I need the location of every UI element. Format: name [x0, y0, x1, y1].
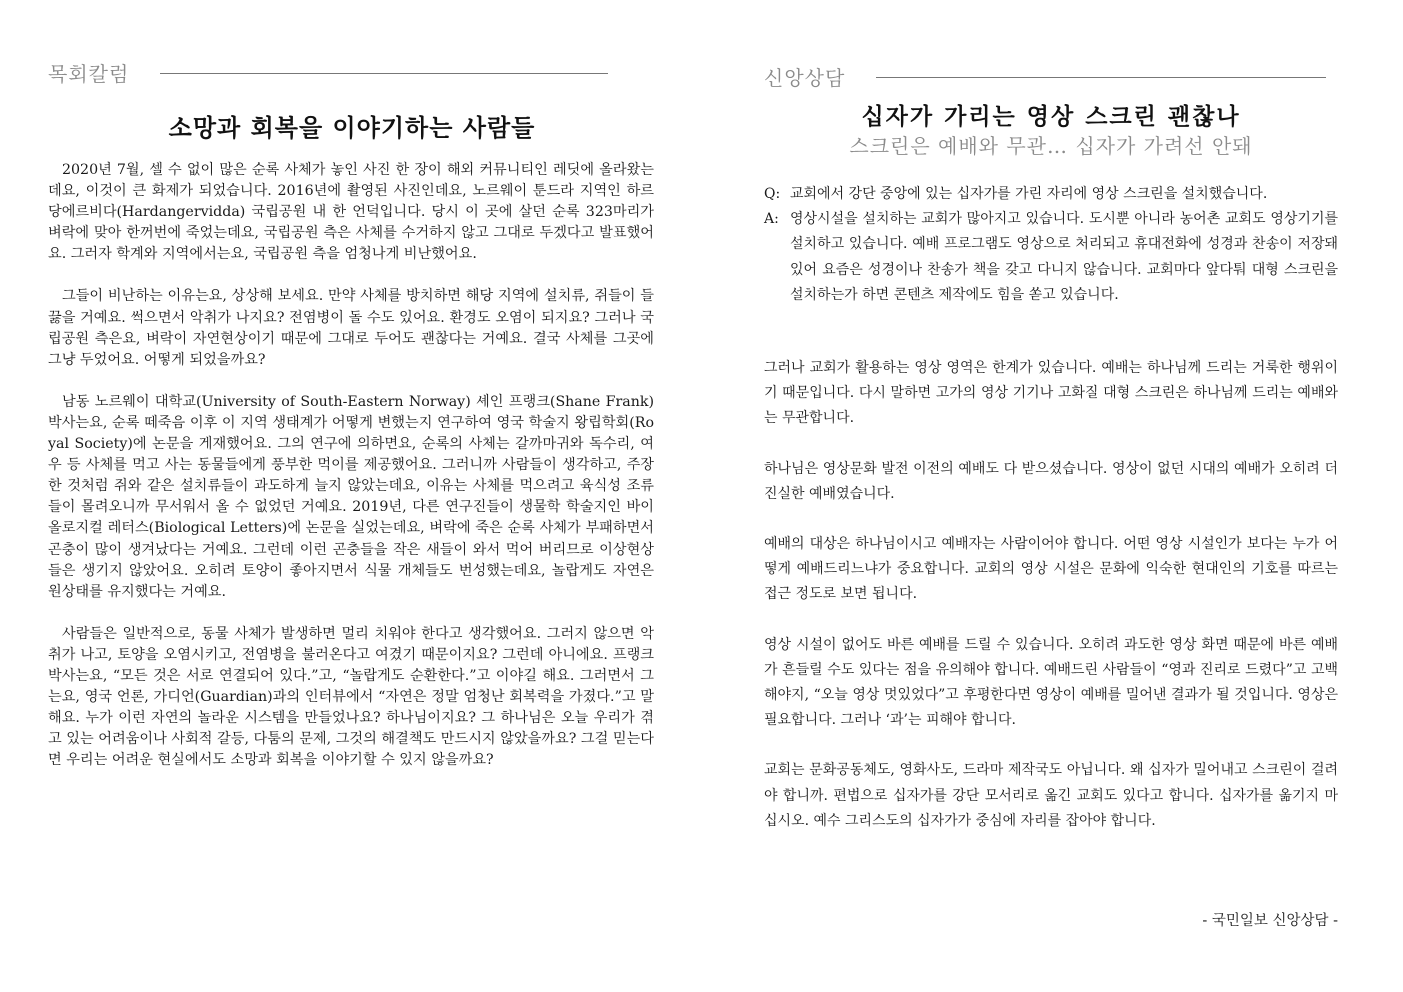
paragraph: 2020년 7월, 셀 수 없이 많은 순록 사체가 놓인 사진 한 장이 해외 커뮤니티인 레딧에 올라왔는데요, 이것이 큰 화제가 되었습니다. 2016년에 촬영된 사진인데요, 노르웨이 툰드라 지역인 하르당에르비다(Hardangervidda) 국립공원 내 한 언덕입니다. 당시 이 곳에 살던 순록 323마리가 벼락에 맞아 한꺼번에 죽었는데요, 국립공원 측은 사체를 수거하지 않고 그대로 두겠다고 발표했어요. 그러자 학계와 지역에서는요, 국립공원 측을 엄청나게 비난했어요. — [48, 162, 654, 263]
column-header — [764, 62, 1338, 92]
header-rule — [876, 77, 1326, 78]
answer-key: A: — [764, 211, 779, 228]
paragraph: 그러나 교회가 활용하는 영상 영역은 한계가 있습니다. 예배는 하나님께 드리는 거룩한 행위이기 때문입니다. 다시 말하면 고가의 영상 기기나 고화질 대형 스크린은 하나님께 드리는 예배와는 무관합니다. — [764, 360, 1338, 427]
article-title: 소망과 회복을 이야기하는 사람들 — [168, 114, 536, 142]
paragraph: 남동 노르웨이 대학교(University of South-Eastern Norway) 셰인 프랭크(Shane Frank)박사는요, 순록 떼죽음 이후 이 지역 생태계가 어떻게 변했는지 연구하여 영국 학술지 왕립학회(Royal Society)에 논문을 게재했어요. 그의 연구에 의하면요, 순록의 사체는 갈까마귀와 독수리, 여우 등 사체를 먹고 사는 동물들에게 풍부한 먹이를 제공했어요. 그러니까 사람들이 생각하고, 주장한 것처럼 쥐와 같은 설치류들이 과도하게 늘지 않았는데요, 이유는 사체를 먹으려고 육식성 조류들이 몰려오니까 무서워서 올 수 없었던 거예요. 2019년, 다른 연구진들이 생물학 학술지인 바이올로지컬 레터스(Biological Letters)에 논문을 실었는데요, 벼락에 죽은 순록 사체가 부패하면서 곤충이 많이 생겨났다는 거예요. 그런데 이런 곤충들을 작은 새들이 와서 먹어 버리므로 이상현상들은 생기지 않았어요. 오히려 토양이 좋아지면서 식물 개체들도 번성했는데요, 놀랍게도 자연은 원상태를 유지했다는 거예요. — [48, 393, 654, 600]
question-text: 교회에서 강단 중앙에 있는 십자가를 가린 자리에 영상 스크린을 설치했습니다. — [790, 186, 1268, 202]
byline: - 국민일보 신앙상담 - — [1202, 913, 1338, 929]
paragraph: 영상 시설이 없어도 바른 예배를 드릴 수 있습니다. 오히려 과도한 영상 화면 때문에 바른 예배가 흔들릴 수도 있다는 점을 유의해야 합니다. 예배드린 사람들이 “영과 진리로 드렸다”고 고백해야지, “오늘 영상 멋있었다”고 후평한다면 영상이 예배를 밀어낸 결과가 될 것입니다. 영상은 필요합니다. 그러나 ‘과’는 피해야 합니다. — [764, 636, 1338, 729]
question-key: Q: — [764, 186, 781, 202]
section-label: 목회칼럼 — [48, 62, 130, 86]
question-row — [764, 182, 1338, 207]
paragraph: 그들이 비난하는 이유는요, 상상해 보세요. 만약 사체를 방치하면 해당 지역에 설치류, 쥐들이 들끓을 거예요. 썩으면서 악취가 나지요? 전염병이 돌 수도 있어요. 환경도 오염이 되지요? 그러나 국립공원 측은요, 벼락이 자연현상이기 때문에 그대로 두어도 괜찮다는 거예요. 결국 사체를 그곳에 그냥 두었어요. 어떻게 되었을까요? — [48, 288, 654, 368]
header-rule — [160, 73, 608, 74]
article-subtitle: 스크린은 예배와 무관… 십자가 가려선 안돼 — [849, 134, 1253, 158]
paragraph: 사람들은 일반적으로, 동물 사체가 발생하면 멀리 치워야 한다고 생각했어요. 그러지 않으면 악취가 나고, 토양을 오염시키고, 전염병을 불러온다고 여겼기 때문이지요? 그런데 아니에요. 프랭크 박사는요, “모든 것은 서로 연결되어 있다.”고, “놀랍게도 순환한다.”고 이야길 해요. 그러면서 그는요, 영국 언론, 가디언(Guardian)과의 인터뷰에서 “자연은 정말 엄청난 회복력을 가졌다.”고 말해요. 누가 이런 자연의 놀라운 시스템을 만들었나요? 하나님이지요? 그 하나님은 오늘 우리가 겪고 있는 어려움이나 사회적 갈등, 다툼의 문제, 그것의 해결책도 만드시지 않았을까요? 그걸 믿는다면 우리는 어려운 현실에서도 소망과 회복을 이야기할 수 있지 않을까요? — [48, 625, 654, 769]
paragraph: 하나님은 영상문화 발전 이전의 예배도 다 받으셨습니다. 영상이 없던 시대의 예배가 오히려 더 진실한 예배였습니다. — [764, 460, 1338, 502]
article-body — [48, 160, 654, 792]
question-answer — [764, 182, 1338, 308]
article-title: 십자가 가리는 영상 스크린 괜찮나 — [861, 104, 1241, 130]
paragraph: 예배의 대상은 하나님이시고 예배자는 사람이어야 합니다. 어떤 영상 시설인가 보다는 누가 어떻게 예배드리느냐가 중요합니다. 교회의 영상 시설은 문화에 익숙한 현대인의 기호를 따르는 접근 정도로 보면 됩니다. — [764, 536, 1338, 603]
paragraph: 교회는 문화공동체도, 영화사도, 드라마 제작국도 아닙니다. 왜 십자가 밀어내고 스크린이 걸려야 합니까. 편법으로 십자가를 강단 모서리로 옮긴 교회도 있다고 합니다. 십자가를 옮기지 마십시오. 예수 그리스도의 십자가가 중심에 자리를 잡아야 합니다. — [764, 762, 1338, 829]
section-label: 신앙상담 — [764, 66, 846, 90]
article-body — [764, 356, 1338, 859]
answer-row — [764, 207, 1338, 308]
answer-text: 영상시설을 설치하는 교회가 많아지고 있습니다. 도시뿐 아니라 농어촌 교회도 영상기기를 설치하고 있습니다. 예배 프로그램도 영상으로 처리되고 휴대전화에 성경과 찬송이 저장돼 있어 요즘은 성경이나 찬송가 책을 갖고 다니지 않습니다. 교회마다 앞다퉈 대형 스크린을 설치하는가 하면 콘텐츠 제작에도 힘을 쏟고 있습니다. — [790, 211, 1338, 303]
column-header — [48, 58, 656, 88]
